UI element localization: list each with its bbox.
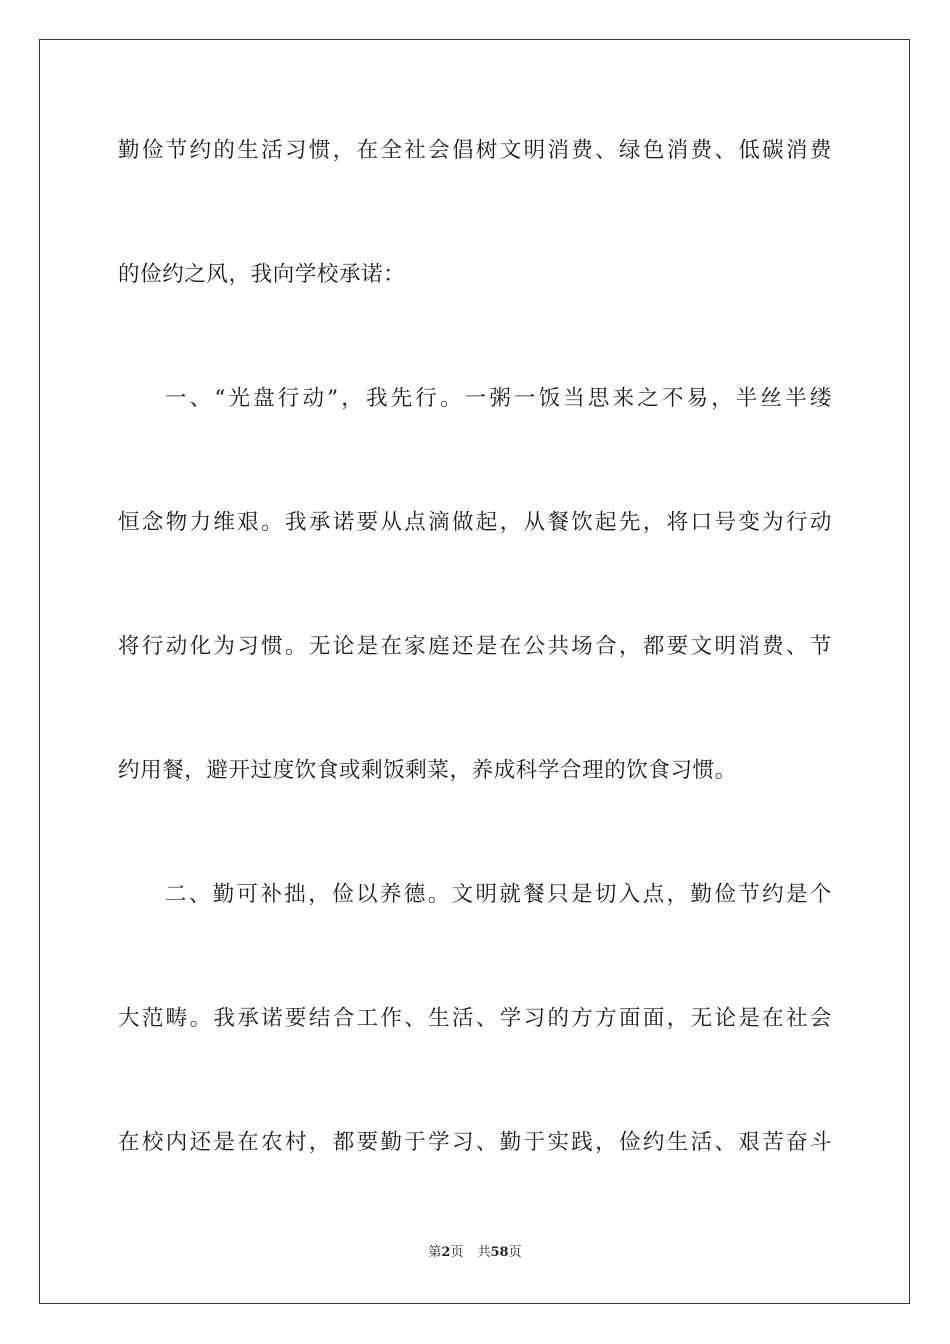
page-label-suffix: 页 [450,1245,464,1260]
total-page-count: 58 [490,1245,509,1260]
body-text-line: 勤俭节约的生活习惯，在全社会倡树文明消费、绿色消费、低碳消费 [118,138,832,163]
body-text-line: 大范畴。我承诺要结合工作、生活、学习的方方面面，无论是在社会 [118,1006,832,1031]
page-footer [0,1244,950,1262]
body-text-line: 约用餐，避开过度饮食或剩饭剩菜，养成科学合理的饮食习惯。 [118,758,737,783]
body-text-line: 二、勤可补拙，俭以养德。文明就餐只是切入点，勤俭节约是个 [165,882,832,907]
body-text-line: 一、“光盘行动”，我先行。一粥一饭当思来之不易，半丝半缕 [165,386,832,411]
body-text-line: 恒念物力维艰。我承诺要从点滴做起，从餐饮起先，将口号变为行动 [118,510,832,535]
total-label-prefix: 共 [477,1245,491,1260]
body-text-line: 将行动化为习惯。无论是在家庭还是在公共场合，都要文明消费、节 [118,634,832,659]
current-page-number: 2 [441,1245,451,1260]
body-text-line: 在校内还是在农村，都要勤于学习、勤于实践，俭约生活、艰苦奋斗 [118,1130,832,1155]
total-label-suffix: 页 [508,1245,522,1260]
page-label-prefix: 第 [428,1245,442,1260]
body-text-line: 的俭约之风，我向学校承诺： [118,262,406,287]
page-border [39,39,910,1304]
